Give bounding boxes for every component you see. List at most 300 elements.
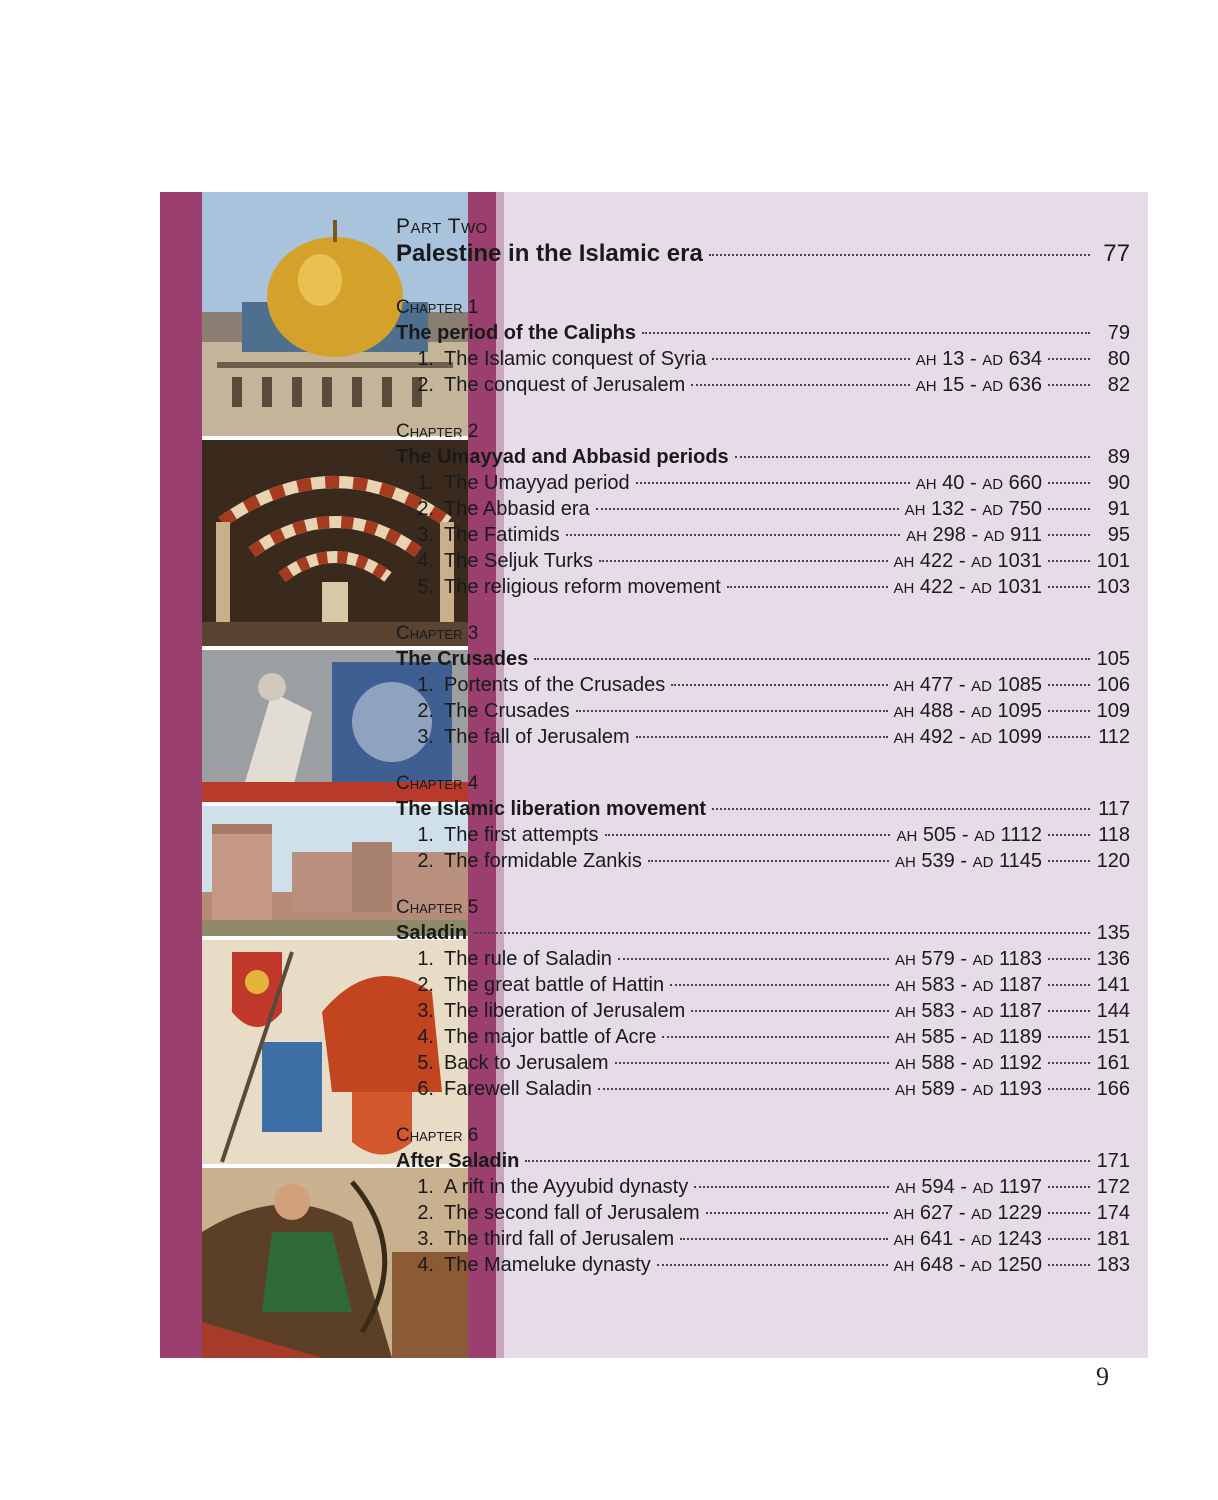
leader-dots [662,1036,889,1038]
toc-entry [396,1200,1130,1226]
date-separator: - [960,1078,968,1100]
entry-date [894,1226,1042,1254]
entry-title: The Crusades [444,700,570,722]
ad-label: AD [971,704,992,721]
ah-label: AH [895,978,916,995]
date-separator: - [958,576,966,598]
leader-dots [615,1062,889,1064]
ad-label: AD [971,554,992,571]
leader-dots [1048,482,1090,484]
entry-title: The third fall of Jerusalem [444,1228,675,1250]
entry-number: 3. [417,726,434,748]
ah-year: 15 [942,374,965,396]
entry-date [895,946,1042,974]
date-separator: - [958,726,966,748]
ah-year: 627 [919,1202,954,1224]
chapter-title: The Islamic liberation movement [396,798,707,820]
ad-year: 1112 [1000,824,1042,846]
chapter-title: After Saladin [396,1150,520,1172]
chapter-page: 79 [1107,322,1130,344]
entry-title: The Abbasid era [444,498,590,520]
leader-dots [1048,586,1090,588]
entry-title: The rule of Saladin [444,948,612,970]
entry-number: 5. [417,576,434,598]
leader-dots [618,958,889,960]
part-title-row [396,240,1130,274]
chapter-page: 117 [1098,798,1130,820]
ad-label: AD [971,580,992,597]
date-separator: - [958,674,966,696]
ah-label: AH [893,1258,915,1275]
ad-year: 1095 [997,700,1042,722]
leader-dots [473,932,1090,934]
ah-label: AH [895,1004,916,1021]
leader-dots [576,710,888,712]
date-separator: - [958,1254,966,1276]
toc-entry [396,346,1130,372]
toc-entry [396,574,1130,600]
ad-year: 634 [1008,348,1042,370]
chapter-label: Chapter 4 [396,773,479,794]
toc-entry [396,698,1130,724]
toc-entry [396,1076,1130,1102]
ah-label: AH [893,678,915,695]
ad-year: 1193 [998,1078,1042,1100]
leader-dots [735,456,1090,458]
ah-year: 488 [919,700,954,722]
ad-year: 1189 [998,1026,1042,1048]
toc-entry [396,496,1130,522]
entry-date [894,672,1042,700]
chapter-title-row [396,920,1130,946]
ah-year: 594 [921,1176,955,1198]
ad-year: 1187 [998,1000,1042,1022]
entry-page: 90 [1107,472,1130,494]
part-label: Part Two [396,215,488,238]
leader-dots [691,384,910,386]
entry-date [906,522,1042,550]
entry-date [895,1050,1042,1078]
ah-year: 132 [931,498,965,520]
ah-label: AH [893,1206,915,1223]
entry-page: 183 [1096,1254,1130,1276]
ad-label: AD [972,1056,994,1073]
leader-dots [1048,684,1090,686]
entry-date [895,972,1042,1000]
leader-dots [670,984,889,986]
ah-label: AH [895,1082,916,1099]
toc-entry [396,372,1130,398]
table-of-contents [396,214,1130,1278]
leader-dots [709,254,1090,256]
ad-year: 1145 [998,850,1042,872]
entry-date [895,1076,1042,1104]
chapter-section [396,296,1130,398]
entry-date [894,1252,1042,1280]
ad-year: 1085 [997,674,1042,696]
entry-number: 5. [417,1052,434,1074]
leader-dots [1048,560,1090,562]
chapter-section [396,772,1130,874]
leader-dots [1048,1036,1090,1038]
toc-entry [396,972,1130,998]
entry-title: Back to Jerusalem [444,1052,609,1074]
ad-year: 1183 [998,948,1042,970]
date-separator: - [969,348,977,370]
ah-label: AH [895,1056,916,1073]
entry-number: 2. [417,974,434,996]
entry-date [894,1200,1042,1228]
date-separator: - [969,498,977,520]
entry-page: 80 [1107,348,1130,370]
chapter-section [396,420,1130,600]
entry-date [916,346,1042,374]
toc-entry [396,1050,1130,1076]
ah-label: AH [906,528,927,545]
ad-label: AD [972,1004,994,1021]
leader-dots [1048,1238,1090,1240]
entry-title: The second fall of Jerusalem [444,1202,700,1224]
leader-dots [1048,1212,1090,1214]
entry-page: 141 [1096,974,1130,996]
ad-label: AD [972,978,994,995]
entry-title: The Mameluke dynasty [444,1254,651,1276]
ad-year: 1197 [998,1176,1042,1198]
date-separator: - [960,1176,968,1198]
part-page: 77 [1103,240,1130,267]
entry-title: Portents of the Crusades [444,674,666,696]
ad-label: AD [982,502,1004,519]
entry-title: The Umayyad period [444,472,630,494]
chapter-label: Chapter 6 [396,1125,479,1146]
ad-year: 1031 [997,576,1042,598]
ad-year: 911 [1010,524,1042,546]
entry-title: The first attempts [444,824,599,846]
entry-number: 2. [417,1202,434,1224]
ah-year: 583 [921,974,955,996]
toc-entry [396,1226,1130,1252]
entry-date [896,822,1042,850]
ah-year: 477 [919,674,954,696]
date-separator: - [958,550,966,572]
entry-title: The conquest of Jerusalem [444,374,686,396]
ad-year: 1192 [998,1052,1042,1074]
ah-year: 539 [921,850,955,872]
entry-page: 95 [1107,524,1130,546]
ad-label: AD [982,352,1004,369]
ah-label: AH [895,1030,916,1047]
ah-label: AH [895,952,916,969]
entry-date [894,548,1042,576]
date-separator: - [960,1026,968,1048]
entry-page: 112 [1098,726,1130,748]
ah-label: AH [904,502,926,519]
ad-label: AD [972,1030,994,1047]
leader-dots [598,1088,889,1090]
date-separator: - [961,824,969,846]
entry-page: 144 [1096,1000,1130,1022]
entry-date [895,1174,1042,1202]
chapter-label: Chapter 5 [396,897,479,918]
leader-dots [1048,710,1090,712]
entry-page: 120 [1096,850,1130,872]
ad-label: AD [971,1206,992,1223]
ad-label: AD [972,854,994,871]
entry-title: The major battle of Acre [444,1026,657,1048]
ah-label: AH [915,352,937,369]
leader-dots [680,1238,887,1240]
leader-dots [636,482,910,484]
leader-dots [605,834,891,836]
chapter-page: 171 [1096,1150,1130,1172]
toc-entry [396,998,1130,1024]
ah-label: AH [915,378,937,395]
chapter-label: Chapter 2 [396,421,479,442]
entry-title: The fall of Jerusalem [444,726,630,748]
entry-page: 82 [1107,374,1130,396]
leader-dots [1048,1010,1090,1012]
ah-label: AH [893,1232,915,1249]
ad-label: AD [982,378,1004,395]
leader-dots [1048,984,1090,986]
leader-dots [599,560,888,562]
date-separator: - [960,1052,968,1074]
toc-entry [396,946,1130,972]
ah-label: AH [893,704,915,721]
entry-page: 136 [1096,948,1130,970]
ah-year: 585 [921,1026,955,1048]
entry-number: 1. [417,824,434,846]
ad-label: AD [983,528,1005,545]
leader-dots [1048,834,1090,836]
entry-page: 151 [1096,1026,1130,1048]
entry-number: 1. [417,1176,434,1198]
ah-label: AH [895,854,916,871]
leader-dots [1048,1088,1090,1090]
leader-dots [648,860,889,862]
toc-entry [396,672,1130,698]
leader-dots [727,586,888,588]
entry-date [894,724,1042,752]
entry-number: 3. [417,524,434,546]
chapter-title: Saladin [396,922,468,944]
entry-number: 2. [417,374,434,396]
entry-title: The Fatimids [444,524,560,546]
chapter-title-row [396,1148,1130,1174]
entry-title: The liberation of Jerusalem [444,1000,686,1022]
date-separator: - [971,524,979,546]
ad-label: AD [972,1180,994,1197]
chapter-title: The period of the Caliphs [396,322,637,344]
ah-year: 648 [919,1254,954,1276]
entry-date [916,470,1042,498]
leader-dots [712,358,909,360]
entry-page: 161 [1096,1052,1130,1074]
entry-title: The great battle of Hattin [444,974,665,996]
leader-dots [1048,1186,1090,1188]
entry-date [905,496,1042,524]
entry-number: 6. [417,1078,434,1100]
entry-number: 1. [417,348,434,370]
ad-label: AD [971,1258,992,1275]
chapter-page: 105 [1096,648,1130,670]
date-separator: - [969,374,977,396]
ah-label: AH [893,730,915,747]
leader-dots [1048,1062,1090,1064]
leader-dots [596,508,899,510]
chapter-section [396,622,1130,750]
entry-number: 2. [417,700,434,722]
ad-year: 1187 [998,974,1042,996]
ad-year: 660 [1008,472,1042,494]
entry-title: The Seljuk Turks [444,550,593,572]
leader-dots [1048,860,1090,862]
date-separator: - [960,948,968,970]
ah-label: AH [895,1180,916,1197]
ad-label: AD [972,952,994,969]
entry-title: The Islamic conquest of Syria [444,348,707,370]
leader-dots [1048,358,1090,360]
entry-number: 1. [417,674,434,696]
ah-label: AH [915,476,937,493]
ah-year: 641 [919,1228,954,1250]
entry-page: 103 [1096,576,1130,598]
entry-number: 1. [417,472,434,494]
ah-year: 298 [932,524,966,546]
chapter-page: 135 [1096,922,1130,944]
date-separator: - [969,472,977,494]
leader-dots [1048,384,1090,386]
toc-entry [396,724,1130,750]
toc-entry [396,1174,1130,1200]
entry-number: 1. [417,948,434,970]
leader-dots [706,1212,888,1214]
leader-dots [657,1264,888,1266]
ad-label: AD [971,1232,992,1249]
date-separator: - [960,974,968,996]
chapter-title-row [396,646,1130,672]
ah-year: 588 [921,1052,955,1074]
entry-title: The formidable Zankis [444,850,642,872]
toc-entry [396,1252,1130,1278]
ad-year: 1250 [997,1254,1042,1276]
entry-number: 2. [417,498,434,520]
ad-label: AD [982,476,1004,493]
chapter-title-row [396,796,1130,822]
leader-dots [671,684,887,686]
entry-number: 3. [417,1228,434,1250]
ah-year: 422 [919,550,954,572]
entry-title: A rift in the Ayyubid dynasty [444,1176,689,1198]
entry-number: 4. [417,1254,434,1276]
entry-number: 4. [417,1026,434,1048]
date-separator: - [960,850,968,872]
leader-dots [1048,958,1090,960]
chapter-section [396,1124,1130,1278]
leader-dots [636,736,888,738]
leader-dots [694,1186,889,1188]
ah-year: 583 [921,1000,955,1022]
ad-label: AD [972,1082,994,1099]
entry-number: 2. [417,850,434,872]
leader-dots [1048,508,1090,510]
ad-year: 1243 [997,1228,1042,1250]
leader-dots [642,332,1090,334]
ah-year: 589 [921,1078,955,1100]
ah-label: AH [893,554,915,571]
toc-entry [396,822,1130,848]
entry-date [895,998,1042,1026]
leader-dots [1048,534,1090,536]
chapter-title-row [396,320,1130,346]
entry-page: 91 [1107,498,1130,520]
ah-year: 13 [942,348,965,370]
toc-entry [396,470,1130,496]
toc-entry [396,522,1130,548]
part-title: Palestine in the Islamic era [396,240,703,267]
entry-page: 166 [1096,1078,1130,1100]
entry-date [895,1024,1042,1052]
leader-dots [525,1160,1090,1162]
ad-year: 636 [1008,374,1042,396]
ah-label: AH [893,580,915,597]
entry-date [894,574,1042,602]
entry-date [894,698,1042,726]
ah-label: AH [896,828,918,845]
date-separator: - [960,1000,968,1022]
entry-page: 118 [1098,824,1130,846]
chapter-label: Chapter 1 [396,297,479,318]
ad-label: AD [971,678,992,695]
ad-label: AD [974,828,995,845]
chapter-page: 89 [1107,446,1130,468]
entry-number: 3. [417,1000,434,1022]
ad-year: 1229 [997,1202,1042,1224]
entry-number: 4. [417,550,434,572]
date-separator: - [958,700,966,722]
ad-year: 1031 [997,550,1042,572]
ah-year: 579 [921,948,955,970]
ad-year: 750 [1008,498,1042,520]
toc-entry [396,1024,1130,1050]
leader-dots [1048,1264,1090,1266]
entry-title: Farewell Saladin [444,1078,592,1100]
date-separator: - [958,1228,966,1250]
entry-page: 174 [1096,1202,1130,1224]
chapter-title: The Umayyad and Abbasid periods [396,446,729,468]
ad-label: AD [971,730,992,747]
entry-title: The religious reform movement [444,576,721,598]
leader-dots [712,808,1090,810]
leader-dots [691,1010,889,1012]
entry-date [895,848,1042,876]
date-separator: - [958,1202,966,1224]
chapter-title-row [396,444,1130,470]
ah-year: 492 [919,726,954,748]
ah-year: 505 [922,824,957,846]
ah-year: 40 [942,472,965,494]
toc-entry [396,848,1130,874]
leader-dots [1048,736,1090,738]
ad-year: 1099 [997,726,1042,748]
chapter-list [396,296,1130,1278]
chapter-label: Chapter 3 [396,623,479,644]
chapter-section [396,896,1130,1102]
page-number: 9 [1096,1362,1109,1391]
entry-page: 101 [1096,550,1130,572]
entry-page: 109 [1096,700,1130,722]
entry-date [916,372,1042,400]
